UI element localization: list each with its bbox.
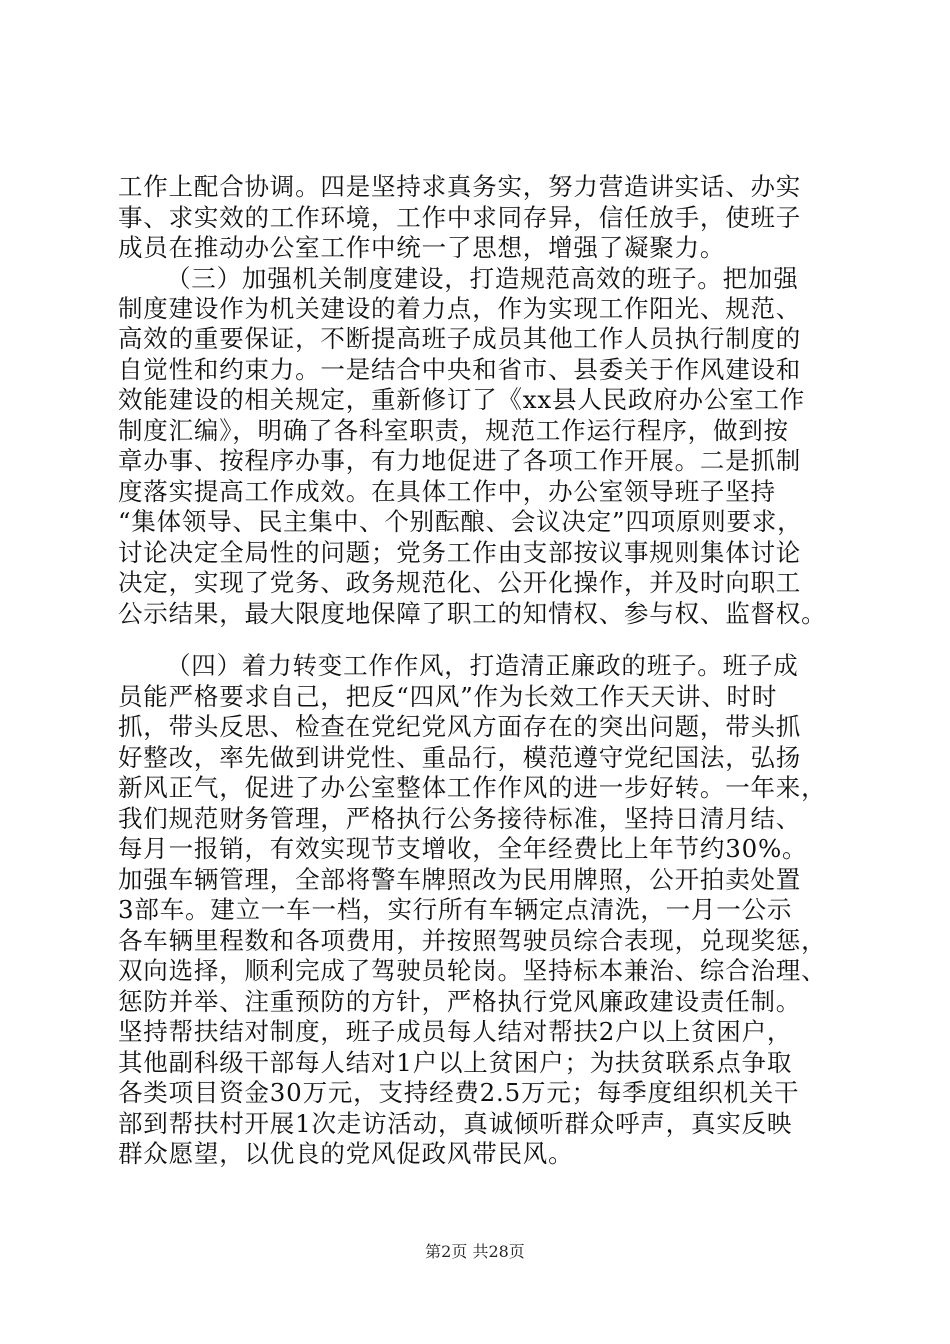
paragraph-heading-three: （三）加强机关制度建设，打造规范高效的班子。把加强 <box>166 263 799 293</box>
text-line: 每月一报销，有效实现节支增收，全年经费比上年节约30%。 <box>118 834 808 864</box>
text-line: “集体领导、民主集中、个别酝酿、会议决定”四项原则要求， <box>118 507 803 537</box>
text-line: 高效的重要保证，不断提高班子成员其他工作人员执行制度的 <box>118 324 802 354</box>
text-line: 好整改，率先做到讲党性、重品行，模范遵守党纪国法，弘扬 <box>118 742 802 772</box>
text-line: 群众愿望，以优良的党风促政风带民风。 <box>118 1139 574 1168</box>
text-line: 工作上配合协调。四是坚持求真务实，努力营造讲实话、办实 <box>118 172 802 201</box>
text-line: 决定，实现了党务、政务规范化、公开化操作，并及时向职工 <box>118 568 802 598</box>
text-line: 事、求实效的工作环境，工作中求同存异，信任放手，使班子 <box>118 202 802 232</box>
text-line: 制度汇编》，明确了各科室职责，规范工作运行程序，做到按 <box>118 415 789 445</box>
text-line: 讨论决定全局性的问题；党务工作由支部按议事规则集体讨论 <box>118 537 802 567</box>
text-line: 惩防并举、注重预防的方针，严格执行党风廉政建设责任制。 <box>118 986 802 1016</box>
text-line: 我们规范财务管理，严格执行公务接待标准，坚持日清月结、 <box>118 803 802 833</box>
text-line: 成员在推动办公室工作中统一了思想，增强了凝聚力。 <box>118 233 726 262</box>
text-line: 坚持帮扶结对制度，班子成员每人结对帮扶2户以上贫困户， <box>118 1017 793 1047</box>
text-line: 抓，带头反思、检查在党纪党风方面存在的突出问题，带头抓 <box>118 712 802 742</box>
text-line: 各车辆里程数和各项费用，并按照驾驶员综合表现，兑现奖惩， <box>118 925 827 955</box>
page-number-footer: 第2页 共28页 <box>425 1242 525 1261</box>
text-line: 3部车。建立一车一档，实行所有车辆定点清洗，一月一公示 <box>118 895 793 925</box>
text-line: 章办事、按程序办事，有力地促进了各项工作开展。二是抓制 <box>118 446 802 476</box>
text-line: 员能严格要求自己，把反“四风”作为长效工作天天讲、时时 <box>118 681 778 711</box>
text-line: 公示结果，最大限度地保障了职工的知情权、参与权、监督权。 <box>118 598 827 628</box>
text-line: 制度建设作为机关建设的着力点，作为实现工作阳光、规范、 <box>118 293 802 323</box>
text-line: 自觉性和约束力。一是结合中央和省市、县委关于作风建设和 <box>118 354 802 384</box>
text-line: 新风正气，促进了办公室整体工作作风的进一步好转。一年来， <box>118 773 827 803</box>
text-line: 双向选择，顺利完成了驾驶员轮岗。坚持标本兼治、综合治理、 <box>118 956 827 986</box>
text-line: 各类项目资金30万元，支持经费2.5万元；每季度组织机关干 <box>118 1078 800 1107</box>
paragraph-heading-four: （四）着力转变工作作风，打造清正廉政的班子。班子成 <box>166 651 799 681</box>
text-line: 其他副科级干部每人结对1户以上贫困户；为扶贫联系点争取 <box>118 1047 793 1077</box>
text-line: 效能建设的相关规定，重新修订了《xx县人民政府办公室工作 <box>118 385 806 415</box>
text-line: 度落实提高工作成效。在具体工作中，办公室领导班子坚持 <box>118 476 776 506</box>
text-line: 加强车辆管理，全部将警车牌照改为民用牌照，公开拍卖处置 <box>118 864 802 894</box>
text-line: 部到帮扶村开展1次走访活动，真诚倾听群众呼声，真实反映 <box>118 1108 793 1138</box>
